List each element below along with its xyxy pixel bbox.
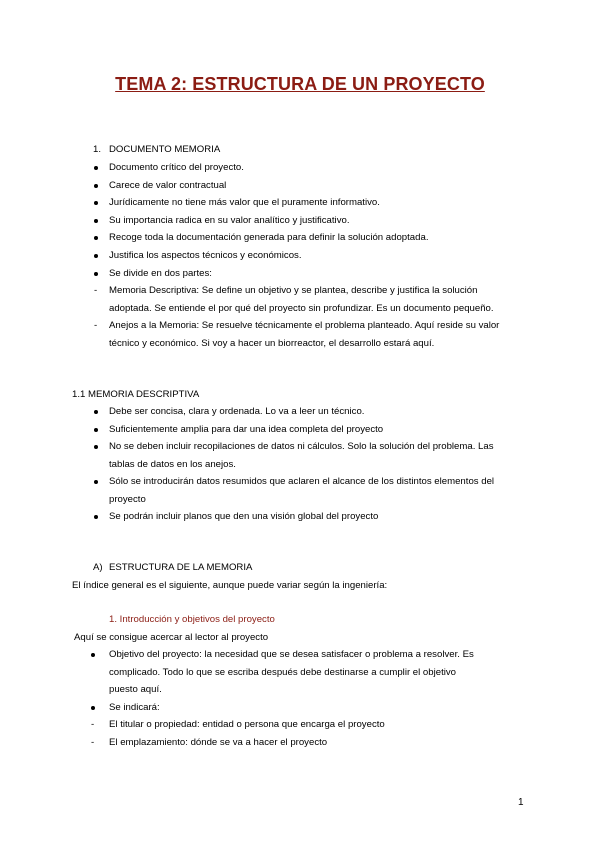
section-heading-estructura-memoria: ESTRUCTURA DE LA MEMORIA <box>109 562 253 573</box>
dash-item: El emplazamiento: dónde se va a hacer el proyecto <box>109 737 328 748</box>
dash-marker: - <box>94 320 98 331</box>
bullet-marker <box>94 410 98 414</box>
bullet-marker <box>94 219 98 223</box>
bullet-item: Recoge toda la documentación generada para definir la solución adoptada. <box>109 232 429 243</box>
bullet-marker <box>94 236 98 240</box>
bullet-marker <box>94 272 98 276</box>
bullet-item: No se deben incluir recopilaciones de datos ni cálculos. Solo la solución del problema. Las <box>109 441 494 452</box>
bullet-marker <box>94 515 98 519</box>
bullet-item: Suficientemente amplia para dar una idea completa del proyecto <box>109 424 384 435</box>
bullet-item: Se indicará: <box>109 702 160 713</box>
bullet-marker <box>91 706 95 710</box>
dash-item-line: Anejos a la Memoria: Se resuelve técnicamente el problema planteado. Aquí reside su valor <box>109 320 500 331</box>
bullet-marker <box>94 184 98 188</box>
bullet-marker <box>94 166 98 170</box>
dash-marker: - <box>94 285 98 296</box>
bullet-item: Su importancia radica en su valor analítico y justificativo. <box>109 215 350 226</box>
bullet-marker <box>94 445 98 449</box>
page-number: 1 <box>518 797 524 808</box>
bullet-marker <box>94 428 98 432</box>
bullet-item: Objetivo del proyecto: la necesidad que se desea satisfacer o problema a resolver. Es <box>109 649 474 660</box>
bullet-item-cont: complicado. Todo lo que se escriba después debe destinarse a cumplir el objetivo <box>109 667 457 678</box>
bullet-marker <box>91 653 95 657</box>
bullet-item: Debe ser concisa, clara y ordenada. Lo va a leer un técnico. <box>109 406 365 417</box>
bullet-item: Jurídicamente no tiene más valor que el puramente informativo. <box>109 197 380 208</box>
dash-item-line: adoptada. Se entiende el por qué del proyecto sin profundizar. Es un documento pequeño. <box>109 303 494 314</box>
section-marker: A) <box>93 562 103 573</box>
section-heading-memoria-descriptiva: 1.1 MEMORIA DESCRIPTIVA <box>72 389 200 400</box>
bullet-marker <box>94 480 98 484</box>
bullet-item: Se divide en dos partes: <box>109 268 212 279</box>
dash-item: El titular o propiedad: entidad o persona que encarga el proyecto <box>109 719 385 730</box>
bullet-item-cont: puesto aquí. <box>109 684 162 695</box>
bullet-item: Documento crítico del proyecto. <box>109 162 244 173</box>
bullet-item: Sólo se introducirán datos resumidos que aclaren el alcance de los distintos elementos del <box>109 476 495 487</box>
bullet-item-cont: proyecto <box>109 494 146 505</box>
bullet-item: Carece de valor contractual <box>109 180 227 191</box>
section-heading-documento-memoria: DOCUMENTO MEMORIA <box>109 144 221 155</box>
subsection-heading: 1. Introducción y objetivos del proyecto <box>109 614 275 625</box>
dash-item-line: técnico y económico. Si voy a hacer un biorreactor, el desarrollo estará aquí. <box>109 338 435 349</box>
page-title: TEMA 2: ESTRUCTURA DE UN PROYECTO <box>115 74 485 94</box>
dash-marker: - <box>91 719 95 730</box>
subsection-intro: Aquí se consigue acercar al lector al proyecto <box>74 632 269 643</box>
section-intro: El índice general es el siguiente, aunque puede variar según la ingeniería: <box>72 580 388 591</box>
bullet-marker <box>94 254 98 258</box>
dash-item-line: Memoria Descriptiva: Se define un objetivo y se plantea, describe y justifica la solución <box>109 285 478 296</box>
dash-marker: - <box>91 737 95 748</box>
bullet-item: Justifica los aspectos técnicos y económicos. <box>109 250 302 261</box>
section-number: 1. <box>93 144 102 155</box>
bullet-item: Se podrán incluir planos que den una visión global del proyecto <box>109 511 379 522</box>
bullet-marker <box>94 201 98 205</box>
bullet-item-cont: tablas de datos en los anejos. <box>109 459 236 470</box>
